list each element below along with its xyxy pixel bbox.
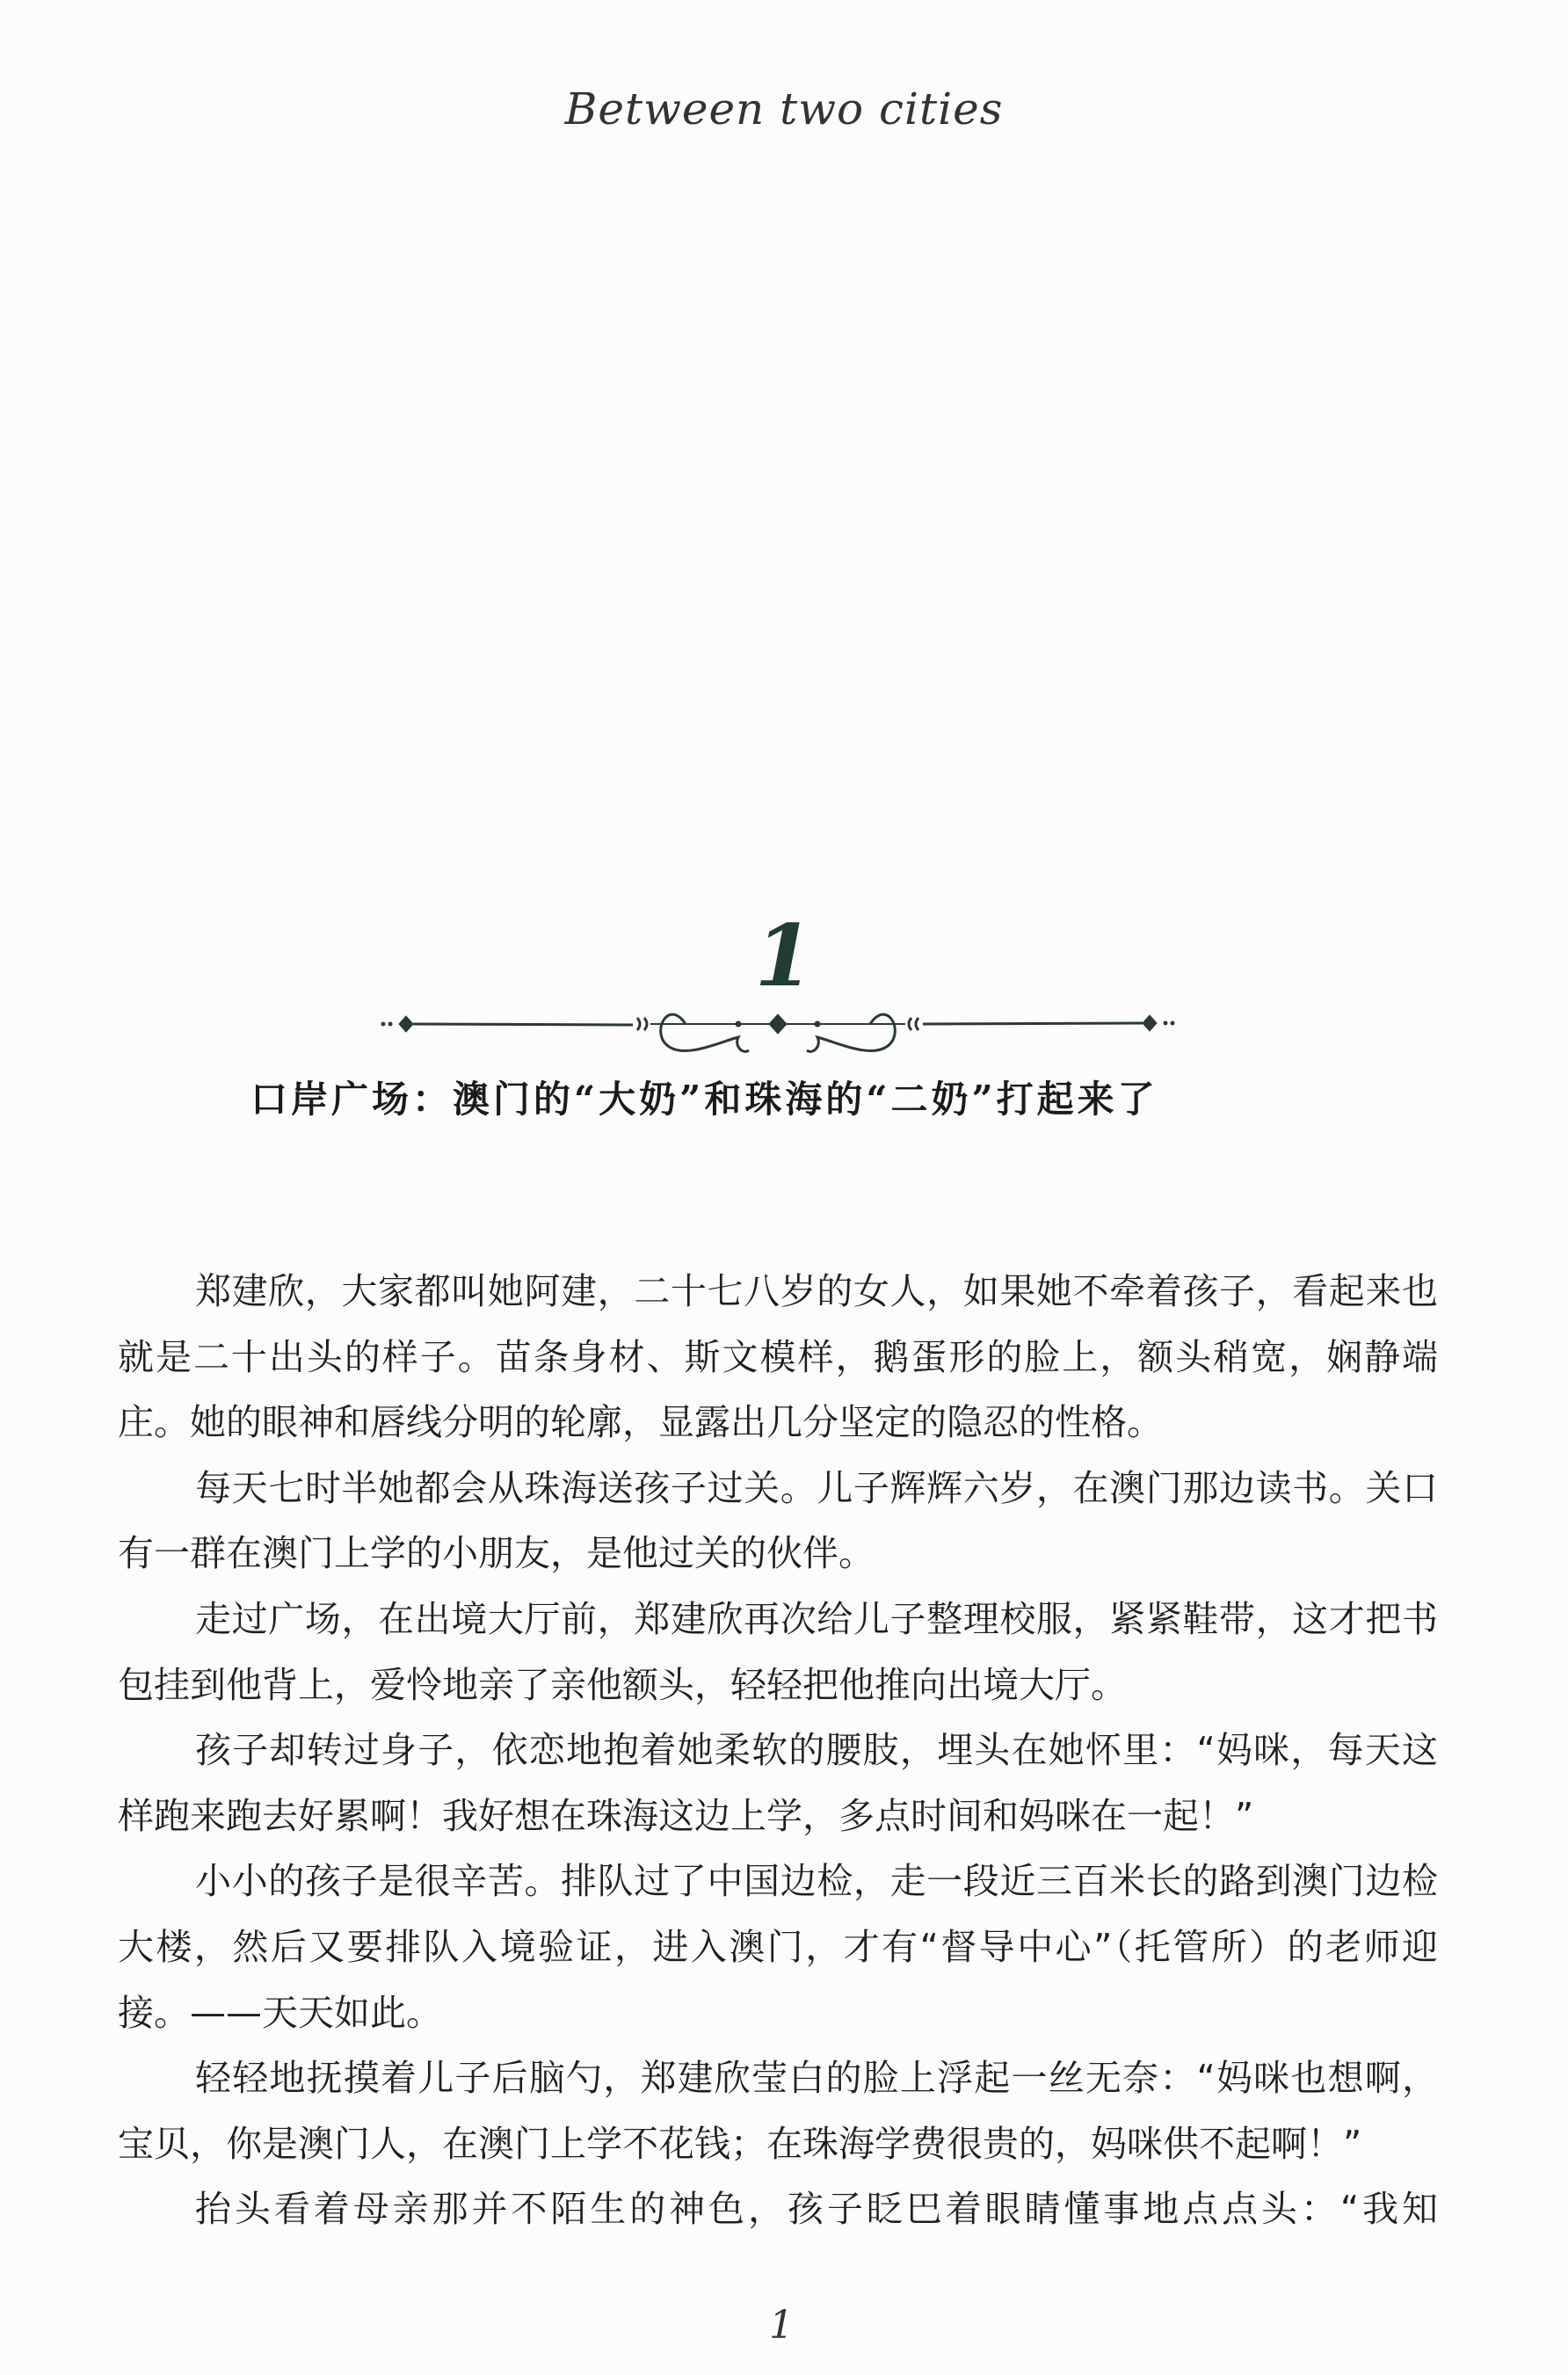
- running-head-title: Between two cities: [564, 84, 1004, 134]
- paragraph-line: 抬头看着母亲那并不陌生的神色，孩子眨巴着眼睛懂事地点点头：“我知: [195, 2188, 1438, 2231]
- paragraph-line: 走过广场，在出境大厅前，郑建欣再次给儿子整理校服，紧紧鞋带，这才把书: [195, 1597, 1438, 1640]
- paragraph-line: 庄。她的眼神和唇线分明的轮廓，显露出几分坚定的隐忍的性格。: [118, 1401, 1163, 1444]
- paragraph-line: 每天七时半她都会从珠海送孩子过关。儿子辉辉六岁，在澳门那边读书。关口: [195, 1466, 1438, 1509]
- chapter-title: 口岸广场：澳门的“大奶”和珠海的“二奶”打起来了: [250, 1078, 1158, 1121]
- paragraph-line: 轻轻地抚摸着儿子后脑勺，郑建欣莹白的脸上浮起一丝无奈：“妈咪也想啊，: [195, 2057, 1438, 2100]
- paragraph-line: 孩子却转过身子，依恋地抱着她柔软的腰肢，埋头在她怀里：“妈咪，每天这: [195, 1729, 1438, 1772]
- page-number: 1: [769, 2303, 794, 2348]
- paragraph-line: 郑建欣，大家都叫她阿建，二十七八岁的女人，如果她不牵着孩子，看起来也: [195, 1270, 1438, 1312]
- chapter-number: 1: [754, 906, 814, 1006]
- paragraph-line: 样跑来跑去好累啊！我好想在珠海这边上学，多点时间和妈咪在一起！”: [118, 1794, 1254, 1837]
- body-text: [118, 1259, 1438, 2242]
- paragraph-line: 大楼，然后又要排队入境验证，进入澳门，才有“督导中心”（托管所）的老师迎: [118, 1925, 1438, 1968]
- paragraph-line: 宝贝，你是澳门人，在澳门上学不花钱；在珠海学费很贵的，妈咪供不起啊！”: [118, 2122, 1362, 2165]
- paragraph-line: 有一群在澳门上学的小朋友，是他过关的伙伴。: [118, 1532, 875, 1575]
- paragraph-line: 接。——天天如此。: [118, 1991, 442, 2034]
- chapter-divider-ornament: [378, 993, 1178, 1055]
- paragraph-line: 小小的孩子是很辛苦。排队过了中国边检，走一段近三百米长的路到澳门边检: [195, 1860, 1438, 1903]
- paragraph-line: 包挂到他背上，爱怜地亲了亲他额头，轻轻把他推向出境大厅。: [118, 1663, 1127, 1706]
- paragraph-line: 就是二十出头的样子。苗条身材、斯文模样，鹅蛋形的脸上，额头稍宽，娴静端: [118, 1335, 1438, 1378]
